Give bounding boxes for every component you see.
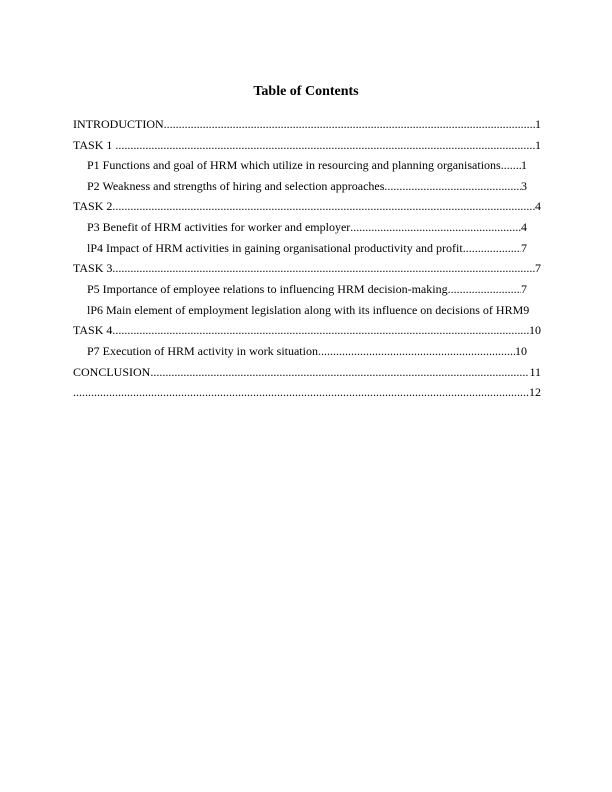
toc-entry-page: 7 (521, 282, 527, 296)
toc-entry-page: 3 (521, 179, 527, 193)
toc-entry-task-4[interactable] (73, 317, 541, 337)
toc-entry-task-2[interactable] (73, 193, 541, 213)
toc-entry-page: 4 (521, 220, 527, 234)
toc-dot-leader (115, 138, 535, 152)
toc-entry-page: 10 (515, 344, 527, 358)
toc-dot-leader (112, 199, 535, 213)
toc-dot-leader (164, 117, 535, 131)
toc-entry-introduction[interactable] (73, 111, 541, 131)
toc-entry-label: CONCLUSION (73, 365, 151, 379)
toc-entry-p7[interactable] (87, 338, 527, 358)
toc-entry-label: TASK 3 (73, 261, 113, 275)
toc-entry-page: 10 (529, 323, 541, 337)
toc-entry-label: TASK 2 (73, 199, 113, 213)
toc-entry-task-3[interactable] (73, 255, 541, 275)
toc-entry-p1[interactable] (87, 152, 527, 172)
toc-entry-p2[interactable] (87, 173, 527, 193)
toc-entry-references[interactable] (73, 379, 541, 399)
toc-entry-label: P2 Weakness and strengths of hiring and selection approaches (87, 179, 385, 193)
toc-entry-label: INTRODUCTION (73, 117, 164, 131)
toc-entry-page: 4 (535, 199, 541, 213)
toc-dot-leader (448, 282, 521, 296)
toc-entry-label: P3 Benefit of HRM activities for worker and employer (87, 220, 351, 234)
toc-dot-leader (112, 261, 535, 275)
toc-entry-label: P1 Functions and goal of HRM which utilize in resourcing and planning organisations (87, 158, 501, 172)
toc-title: Table of Contents (253, 84, 359, 99)
toc-entry-page: 1 (521, 158, 527, 172)
toc-entry-p3[interactable] (87, 214, 527, 234)
toc-entry-page: 1 (535, 138, 541, 152)
toc-entry-p5[interactable] (87, 276, 527, 296)
toc-entry-label: TASK 4 (73, 323, 113, 337)
toc-entry-label: TASK 1 (73, 138, 116, 152)
toc-entry-page: 9 (523, 303, 530, 317)
toc-dot-leader (350, 220, 521, 234)
toc-entry-page: 7 (521, 241, 527, 255)
toc-dot-leader (112, 323, 529, 337)
toc-entry-task-1[interactable] (73, 132, 541, 152)
toc-entry-label: lP6 Main element of employment legislation along with its influence on decisions of HRM (87, 303, 524, 317)
toc-dot-leader (150, 365, 529, 379)
toc-dot-leader (463, 241, 521, 255)
toc-dot-leader (501, 158, 521, 172)
toc-entry-page: 11 (529, 365, 541, 379)
toc-entry-page: 7 (535, 261, 541, 275)
toc-entry-label: P7 Execution of HRM activity in work situation (87, 344, 318, 358)
toc-dot-leader (318, 344, 515, 358)
toc-entry-conclusion[interactable] (73, 359, 541, 379)
toc-entry-page: 12 (529, 385, 541, 399)
toc-dot-leader (384, 179, 521, 193)
toc-entry-label: P5 Importance of employee relations to influencing HRM decision-making (87, 282, 448, 296)
toc-entry-label: lP4 Impact of HRM activities in gaining organisational productivity and profit (87, 241, 463, 255)
toc-dot-leader (73, 385, 529, 399)
toc-entry-p4[interactable] (87, 235, 527, 255)
toc-entry-p6[interactable] (87, 297, 537, 317)
toc-entry-page: 1 (535, 117, 541, 131)
